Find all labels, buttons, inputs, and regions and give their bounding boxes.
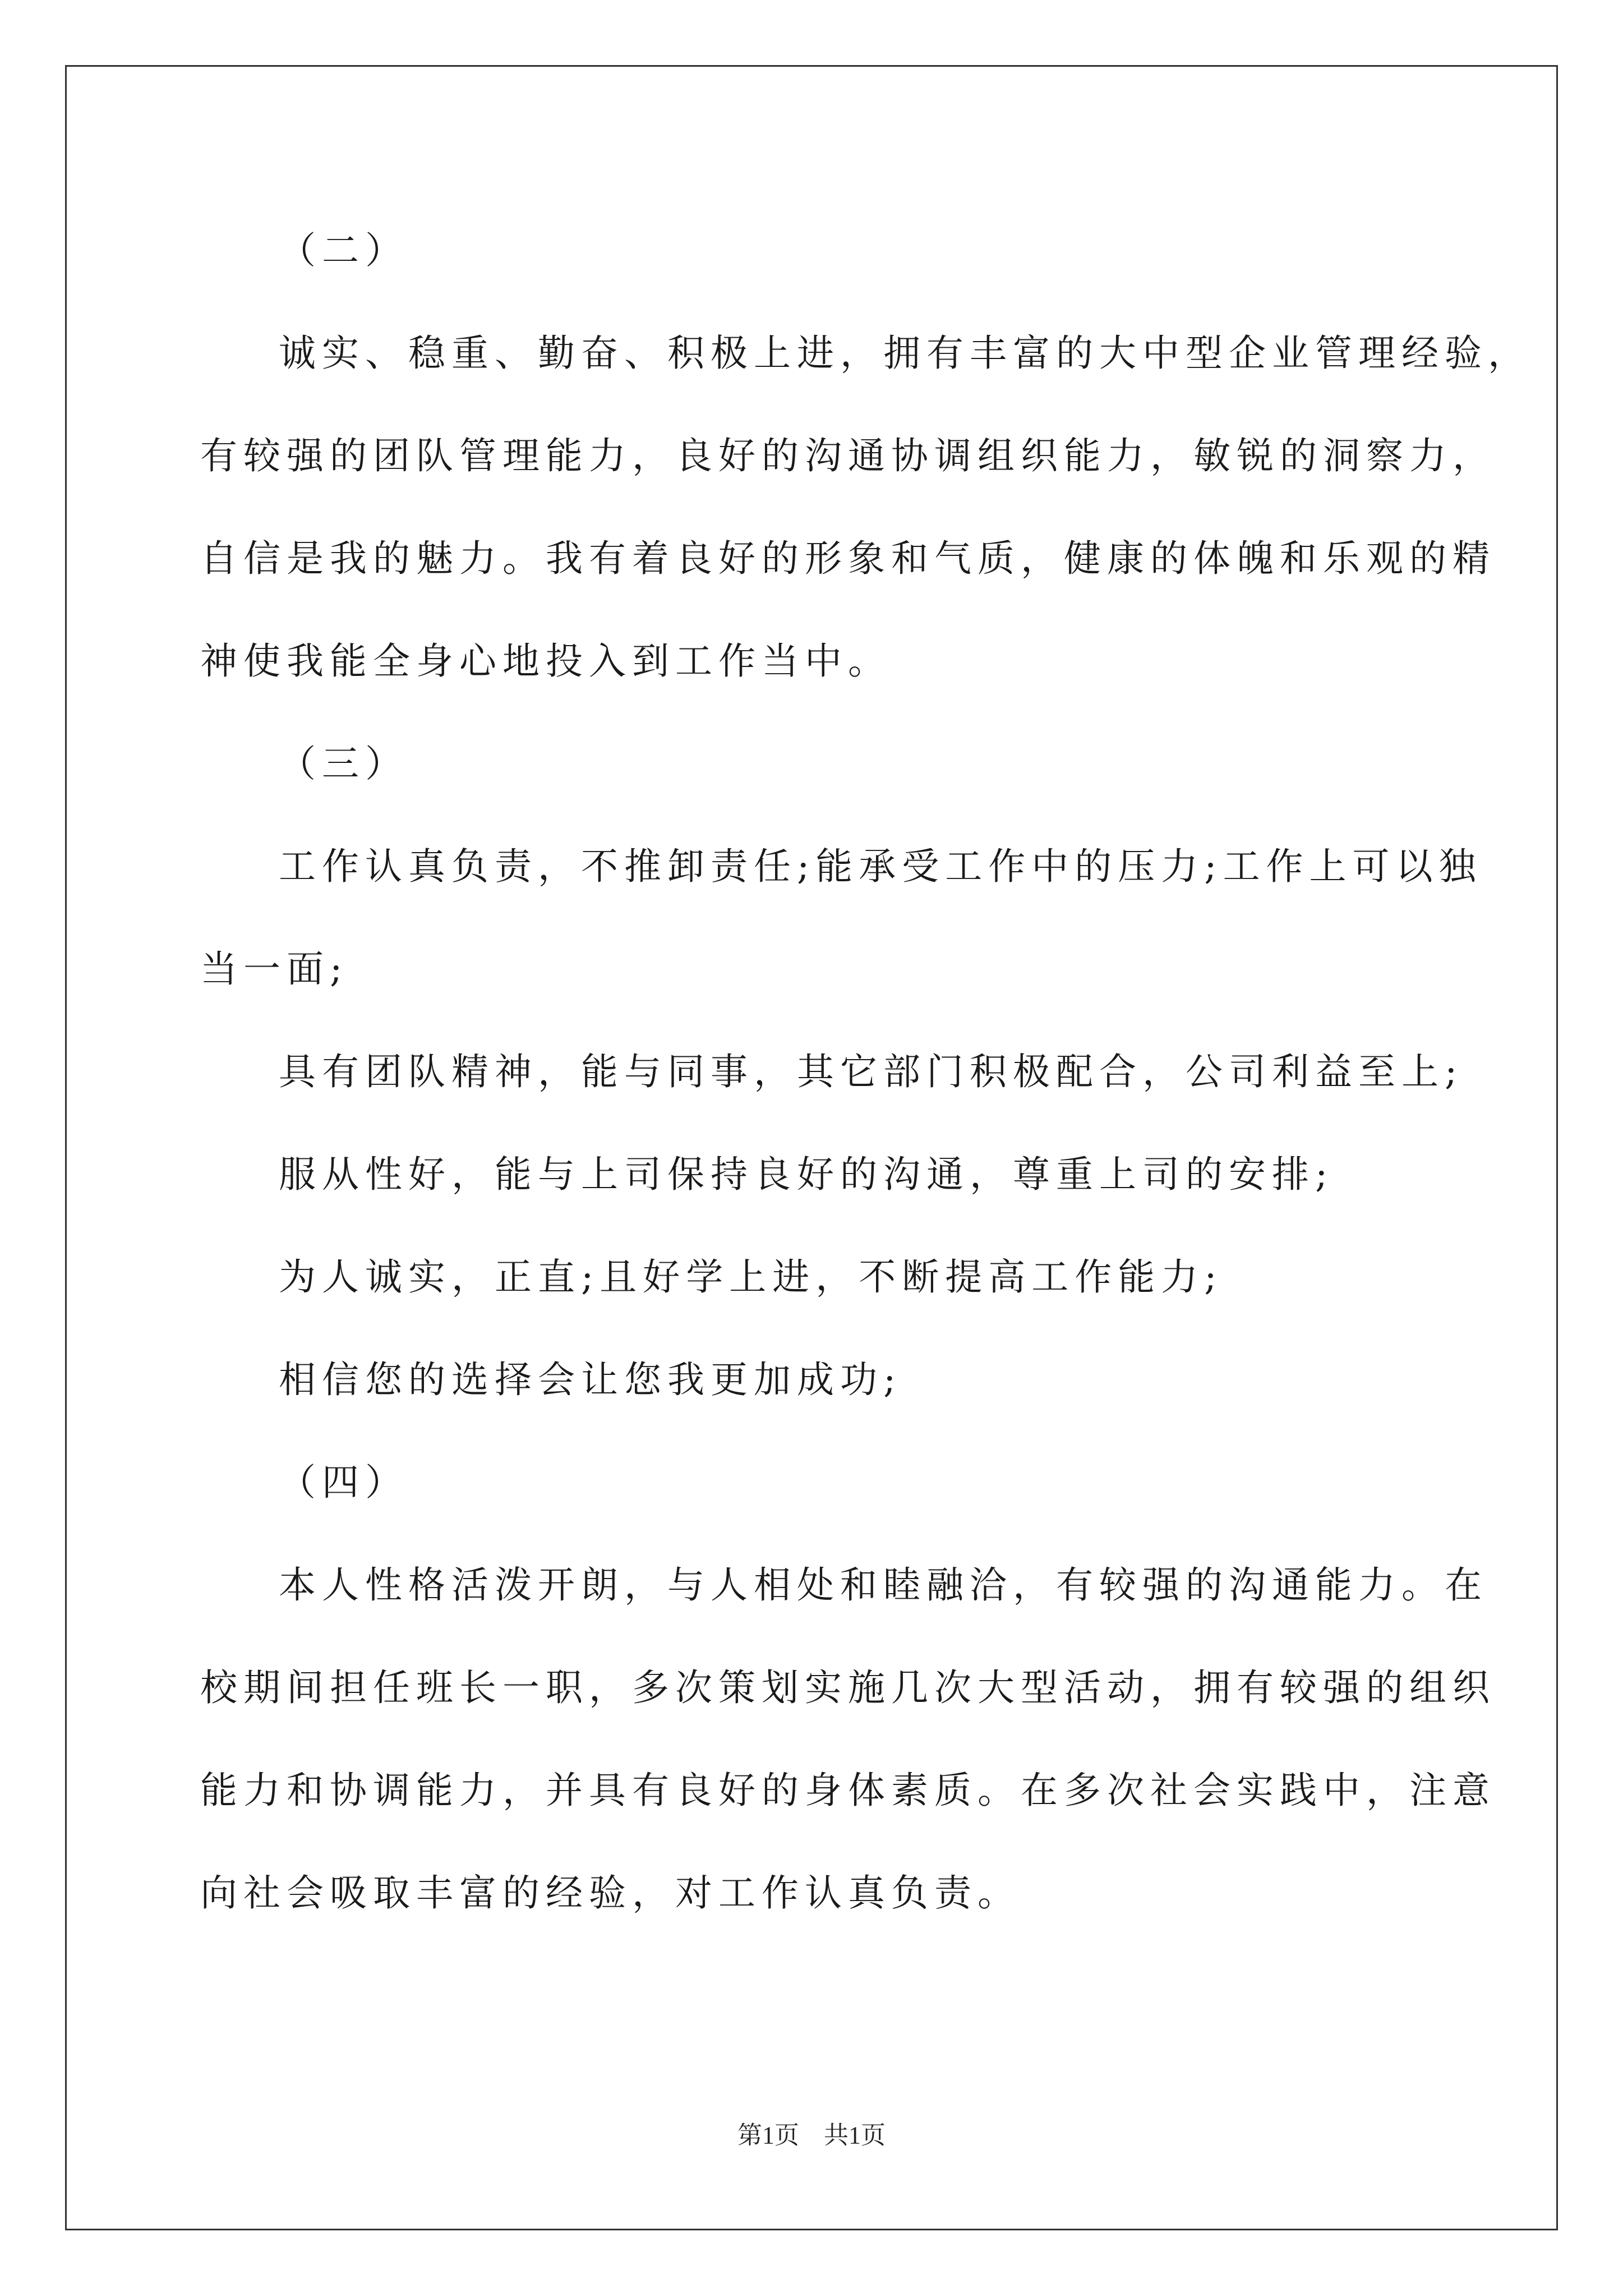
section-heading-2: （二） (279, 229, 408, 272)
paragraph-line: 相信您的选择会让您我更加成功; (279, 1358, 902, 1401)
paragraph-line: 工作认真负责，不推卸责任;能承受工作中的压力;工作上可以独 (279, 845, 1482, 888)
paragraph-line: 为人诚实，正直;且好学上进，不断提高工作能力; (279, 1255, 1223, 1299)
paragraph-line: 本人性格活泼开朗，与人相处和睦融洽，有较强的沟通能力。在 (279, 1563, 1488, 1607)
page-number: 第1页 共1页 (737, 2122, 886, 2149)
paragraph-line: 有较强的团队管理能力，良好的沟通协调组织能力，敏锐的洞察力， (200, 434, 1496, 477)
section-heading-4: （四） (279, 1461, 408, 1504)
paragraph-line: 具有团队精神，能与同事，其它部门积极配合，公司利益至上; (279, 1050, 1464, 1093)
paragraph-line: 当一面; (200, 947, 349, 991)
paragraph-line: 向社会吸取丰富的经验，对工作认真负责。 (200, 1871, 1021, 1915)
paragraph-line: 自信是我的魅力。我有着良好的形象和气质，健康的体魄和乐观的精 (200, 537, 1496, 580)
paragraph-line: 神使我能全身心地投入到工作当中。 (200, 639, 891, 683)
paragraph-line: 能力和协调能力，并具有良好的身体素质。在多次社会实践中，注意 (200, 1769, 1496, 1812)
paragraph-line: 诚实、稳重、勤奋、积极上进，拥有丰富的大中型企业管理经验， (279, 332, 1531, 375)
section-heading-3: （三） (279, 742, 408, 785)
paragraph-line: 服从性好，能与上司保持良好的沟通，尊重上司的安排; (279, 1153, 1334, 1196)
paragraph-line: 校期间担任班长一职，多次策划实施几次大型活动，拥有较强的组织 (200, 1666, 1496, 1709)
